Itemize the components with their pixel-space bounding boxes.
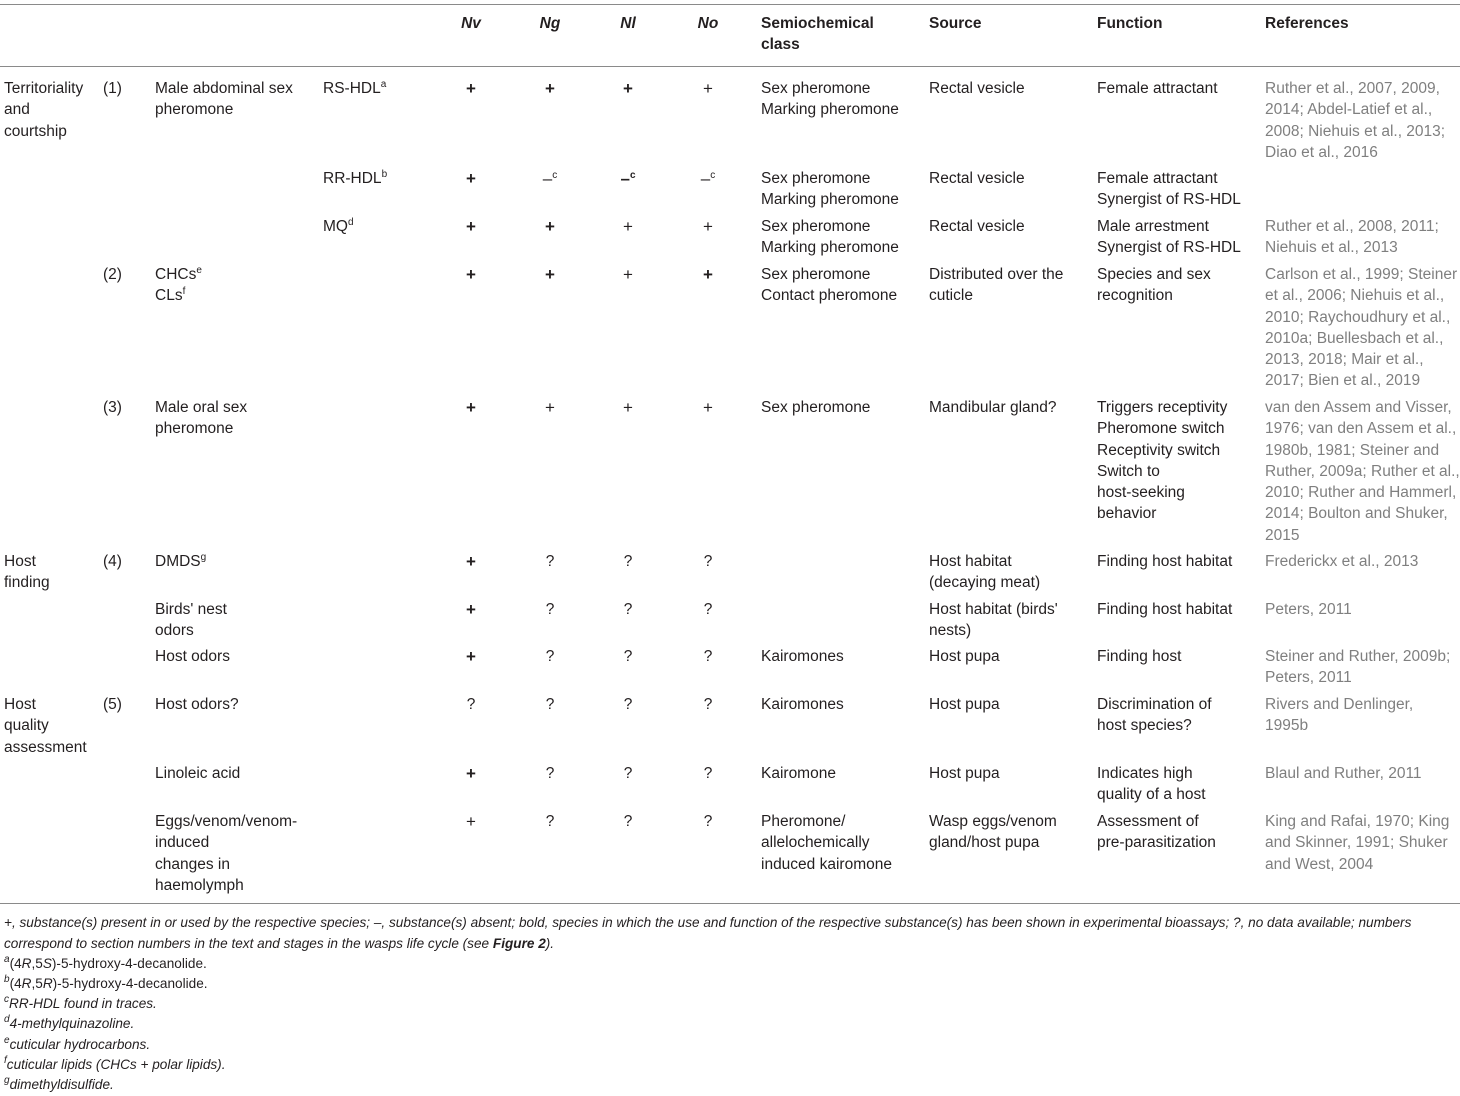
semiochemical-class: Kairomones (761, 696, 844, 713)
semiochemical-class: Sex pheromone Marking pheromone (761, 80, 899, 119)
semiochemical-class: Kairomone (761, 765, 836, 782)
semiochemical-class: Sex pheromone Marking pheromone (761, 170, 899, 209)
ng-value: + (545, 79, 555, 98)
function: Indicates high quality of a host (1097, 765, 1206, 804)
substance-description: Male oral sex pheromone (155, 399, 248, 438)
header-nv: Nv (461, 15, 481, 32)
references: Steiner and Ruther, 2009b; Peters, 2011 (1265, 648, 1451, 687)
function: Male arrestment Synergist of RS-HDL (1097, 218, 1241, 257)
references: Frederickx et al., 2013 (1265, 553, 1419, 570)
header-ng: Ng (539, 15, 561, 32)
nv-value: + (466, 647, 476, 666)
nl-value: ? (623, 648, 633, 665)
function: Species and sex recognition (1097, 266, 1211, 305)
no-value: ? (703, 553, 713, 570)
footnote-d: $^d$4-methylquinazoline. (4, 1014, 135, 1031)
nl-value: + (623, 79, 633, 98)
nl-value: ? (623, 765, 633, 782)
references: Ruther et al., 2007, 2009, 2014; Abdel-Latief et al., 2008; Niehuis et al., 2013; Diao et al., 2016 (1265, 80, 1446, 161)
source: Rectal vesicle (929, 170, 1025, 187)
section-number: (3) (103, 399, 122, 416)
nv-value: + (466, 398, 476, 417)
nv-value: + (466, 79, 476, 98)
table-bottom-rule (0, 903, 1460, 904)
no-value: + (703, 265, 713, 284)
category-territoriality: Territoriality and courtship (4, 80, 84, 140)
semiochemical-class: Pheromone/ allelochemically induced kairomone (761, 813, 892, 873)
header-source: Source (929, 15, 982, 32)
header-semiochemical-class: Semiochemical class (761, 15, 874, 54)
header-references: References (1265, 15, 1349, 32)
no-value: ? (703, 765, 713, 782)
substance-description: Male abdominal sex pheromone (155, 80, 293, 119)
footnote-a: $^a$(4R,5S)-5-hydroxy-4-decanolide. (4, 954, 207, 971)
section-number: (1) (103, 80, 122, 97)
references: Peters, 2011 (1265, 601, 1352, 618)
nl-value: ? (623, 696, 633, 713)
source: Distributed over the cuticle (929, 266, 1064, 305)
ng-value: ? (545, 601, 555, 618)
semiochemical-class: Kairomones (761, 648, 844, 665)
function: Triggers receptivity Pheromone switch Receptivity switch Switch to host-seeking behavior (1097, 399, 1228, 523)
header-nl: Nl (620, 15, 636, 32)
source: Host habitat (birds' nests) (929, 601, 1058, 640)
source: Mandibular gland? (929, 399, 1057, 416)
nl-value: ? (623, 813, 633, 830)
semiochemical-class: Sex pheromone Marking pheromone (761, 218, 899, 257)
category-host-quality: Host quality assessment (4, 696, 87, 756)
nv-value: ? (466, 696, 476, 713)
nl-value: + (623, 265, 633, 284)
source: Host pupa (929, 696, 1000, 713)
references: King and Rafai, 1970; King and Skinner, 1991; Shuker and West, 2004 (1265, 813, 1450, 873)
header-rule (0, 66, 1460, 67)
ng-value: –$^c$ (542, 169, 558, 188)
references: Ruther et al., 2008, 2011; Niehuis et al., 2013 (1265, 218, 1439, 257)
function: Female attractant (1097, 80, 1218, 97)
function: Finding host (1097, 648, 1182, 665)
nl-value: –$^c$ (620, 169, 636, 188)
no-value: ? (703, 696, 713, 713)
substance-description: Host odors (155, 648, 230, 665)
ng-value: ? (545, 813, 555, 830)
substance-description: Linoleic acid (155, 765, 241, 782)
header-no: No (697, 15, 719, 32)
compound-name: $MQ^d$ (323, 217, 354, 235)
nl-value: ? (623, 601, 633, 618)
category-host-finding: Host finding (4, 553, 50, 592)
footnote-g: $^g$dimethyldisulfide. (4, 1075, 114, 1092)
section-number: (4) (103, 553, 122, 570)
section-number: (2) (103, 266, 122, 283)
no-value: –$^c$ (700, 169, 716, 188)
nv-value: + (466, 552, 476, 571)
no-value: ? (703, 813, 713, 830)
nl-value: ? (623, 553, 633, 570)
section-number: (5) (103, 696, 122, 713)
nl-value: + (623, 217, 633, 236)
function: Assessment of pre-parasitization (1097, 813, 1216, 852)
source: Rectal vesicle (929, 80, 1025, 97)
nl-value: + (623, 398, 633, 417)
ng-value: ? (545, 553, 555, 570)
semiochemical-class: Sex pheromone Contact pheromone (761, 266, 898, 305)
source: Wasp eggs/venom gland/host pupa (929, 813, 1057, 852)
substance-description: Host odors? (155, 696, 239, 713)
compound-name: RR-HDL$^b$ (323, 169, 388, 187)
source: Rectal vesicle (929, 218, 1025, 235)
source: Host habitat (decaying meat) (929, 553, 1041, 592)
references: Rivers and Denlinger, 1995b (1265, 696, 1414, 735)
nv-value: + (466, 764, 476, 783)
function: Finding host habitat (1097, 553, 1233, 570)
no-value: + (703, 398, 713, 417)
references: van den Assem and Visser, 1976; van den Assem et al., 1980b, 1981; Steiner and Ruther, 2009a; Ruther et al., 2010; Ruther and Hammerl, 2014; Boulton and Shuker, 2015 (1265, 399, 1460, 544)
substance-description: DMDS$^g$ (155, 552, 207, 570)
function: Discrimination of host species? (1097, 696, 1212, 735)
table-top-rule (0, 4, 1460, 5)
function: Female attractant Synergist of RS-HDL (1097, 170, 1241, 209)
nv-value: + (466, 265, 476, 284)
compound-name: RS-HDL$^a$ (323, 79, 387, 97)
ng-value: + (545, 265, 555, 284)
no-value: + (703, 79, 713, 98)
ng-value: ? (545, 765, 555, 782)
references: Blaul and Ruther, 2011 (1265, 765, 1422, 782)
ng-value: ? (545, 648, 555, 665)
substance-description: Eggs/venom/venom- induced changes in haemolymph (155, 813, 298, 894)
no-value: + (703, 217, 713, 236)
source: Host pupa (929, 765, 1000, 782)
ng-value: + (545, 217, 555, 236)
source: Host pupa (929, 648, 1000, 665)
nv-value: + (466, 600, 476, 619)
footnote-e: $^e$cuticular hydrocarbons. (4, 1035, 151, 1052)
footnote-legend: +, substance(s) present in or used by the respective species; –, substance(s) absent; bold, species in which the use and function of the respective substance(s) has been shown in experimental bioassays; ?, no data available; numbers correspond to section numbers in the text and stages in the wasps life cycle (see Figure 2). (4, 915, 1412, 951)
no-value: ? (703, 648, 713, 665)
function: Finding host habitat (1097, 601, 1233, 618)
ng-value: + (545, 398, 555, 417)
substance-description: Birds' nest odors (155, 601, 227, 640)
references: Carlson et al., 1999; Steiner et al., 2006; Niehuis et al., 2010; Raychoudhury et al., 2010a; Buellesbach et al., 2013, 2018; Mair et al., 2017; Bien et al., 2019 (1265, 266, 1458, 390)
figure-link[interactable]: Figure 2 (492, 935, 546, 951)
nv-value: + (466, 217, 476, 236)
footnote-c: $^c$RR-HDL found in traces. (4, 994, 157, 1011)
footnote-f: $^f$cuticular lipids (CHCs + polar lipids). (4, 1055, 226, 1072)
nv-value: + (466, 812, 476, 831)
no-value: ? (703, 601, 713, 618)
footnote-b: $^b$(4R,5R)-5-hydroxy-4-decanolide. (4, 974, 208, 991)
nv-value: + (466, 169, 476, 188)
semiochemical-class: Sex pheromone (761, 399, 871, 416)
substance-description: CHCs$^e$ CLs$^f$ (155, 265, 202, 305)
header-function: Function (1097, 15, 1163, 32)
ng-value: ? (545, 696, 555, 713)
